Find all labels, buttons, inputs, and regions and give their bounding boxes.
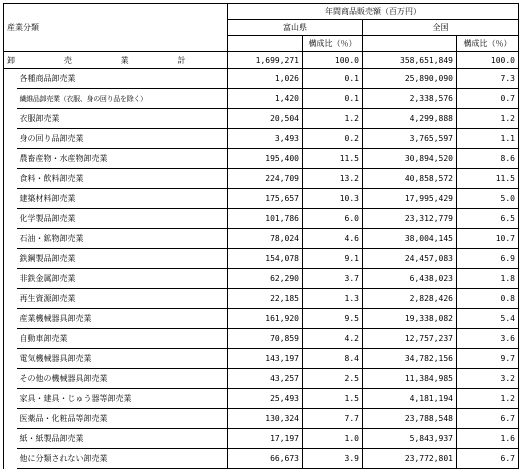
toyama-share-header: 構成比（％）	[303, 36, 363, 52]
toyama-value: 66,673	[228, 449, 303, 469]
japan-share: 6.5	[457, 209, 519, 229]
toyama-value: 161,920	[228, 309, 303, 329]
toyama-share: 1.5	[303, 389, 363, 409]
toyama-value: 17,197	[228, 429, 303, 449]
total-toyama-share: 100.0	[303, 52, 363, 69]
japan-share: 5.0	[457, 189, 519, 209]
table-row	[4, 209, 519, 229]
toyama-value: 70,859	[228, 329, 303, 349]
toyama-share: 1.0	[303, 429, 363, 449]
japan-value: 40,858,572	[363, 169, 457, 189]
indent-cell	[4, 129, 17, 149]
japan-value: 6,438,023	[363, 269, 457, 289]
toyama-share: 4.2	[303, 329, 363, 349]
category-label: 家具・建具・じゅう器等卸売業	[17, 389, 228, 409]
category-label: 自動車卸売業	[17, 329, 228, 349]
indent-cell	[4, 229, 17, 249]
japan-share-header: 構成比（％）	[457, 36, 519, 52]
indent-cell	[4, 69, 17, 89]
indent-cell	[4, 289, 17, 309]
table-row	[4, 429, 519, 449]
japan-share: 1.2	[457, 389, 519, 409]
japan-value: 30,894,520	[363, 149, 457, 169]
indent-cell	[4, 369, 17, 389]
category-label: 繊維品卸売業（衣服、身の回り品を除く）	[17, 89, 228, 109]
toyama-value: 154,078	[228, 249, 303, 269]
table-row	[4, 169, 519, 189]
toyama-share: 4.6	[303, 229, 363, 249]
toyama-share: 8.4	[303, 349, 363, 369]
japan-share: 9.7	[457, 349, 519, 369]
table-row	[4, 229, 519, 249]
japan-share: 10.7	[457, 229, 519, 249]
category-label: 建築材料卸売業	[17, 189, 228, 209]
japan-share: 0.7	[457, 89, 519, 109]
toyama-value: 1,026	[228, 69, 303, 89]
table-row	[4, 69, 519, 89]
japan-share: 8.6	[457, 149, 519, 169]
total-label: 卸 売 業 計	[4, 52, 228, 69]
total-japan-value: 358,651,849	[363, 52, 457, 69]
indent-cell	[4, 169, 17, 189]
toyama-value: 22,185	[228, 289, 303, 309]
sales-amount-header: 年間商品販売額（百万円）	[228, 4, 519, 20]
japan-share: 6.7	[457, 449, 519, 469]
toyama-share: 3.9	[303, 449, 363, 469]
indent-cell	[4, 329, 17, 349]
header-blank-cell	[4, 4, 228, 20]
header-blank-cell	[4, 36, 228, 52]
toyama-share: 6.0	[303, 209, 363, 229]
category-label: 再生資源卸売業	[17, 289, 228, 309]
toyama-share: 1.2	[303, 109, 363, 129]
japan-value: 34,782,156	[363, 349, 457, 369]
category-label: 産業機械器具卸売業	[17, 309, 228, 329]
table-row	[4, 389, 519, 409]
japan-value: 5,843,937	[363, 429, 457, 449]
total-toyama-value: 1,699,271	[228, 52, 303, 69]
table-body	[4, 4, 519, 469]
region-toyama-header: 富山県	[228, 20, 363, 36]
japan-value: 23,312,779	[363, 209, 457, 229]
table-row	[4, 129, 519, 149]
category-label: 各種商品卸売業	[17, 69, 228, 89]
toyama-value: 62,290	[228, 269, 303, 289]
header-row-2	[4, 20, 519, 36]
indent-cell	[4, 189, 17, 209]
indent-cell	[4, 389, 17, 409]
category-label: 電気機械器具卸売業	[17, 349, 228, 369]
japan-share: 1.8	[457, 269, 519, 289]
japan-value: 2,338,576	[363, 89, 457, 109]
japan-value: 2,828,426	[363, 289, 457, 309]
category-label: 非鉄金属卸売業	[17, 269, 228, 289]
table-row	[4, 109, 519, 129]
category-label: 農畜産物・水産物卸売業	[17, 149, 228, 169]
japan-value: 17,995,429	[363, 189, 457, 209]
category-label: 他に分類されない卸売業	[17, 449, 228, 469]
table-row	[4, 189, 519, 209]
japan-value: 4,181,194	[363, 389, 457, 409]
japan-share: 11.5	[457, 169, 519, 189]
japan-share: 1.1	[457, 129, 519, 149]
table-row	[4, 329, 519, 349]
japan-share: 3.6	[457, 329, 519, 349]
toyama-share: 9.1	[303, 249, 363, 269]
indent-cell	[4, 249, 17, 269]
indent-cell	[4, 89, 17, 109]
toyama-value-subheader	[228, 36, 303, 52]
toyama-value: 175,657	[228, 189, 303, 209]
toyama-value: 43,257	[228, 369, 303, 389]
japan-share: 6.7	[457, 409, 519, 429]
toyama-value: 195,400	[228, 149, 303, 169]
japan-value: 12,757,237	[363, 329, 457, 349]
toyama-share: 13.2	[303, 169, 363, 189]
total-japan-share: 100.0	[457, 52, 519, 69]
wholesale-sales-table	[3, 3, 519, 469]
table-row	[4, 289, 519, 309]
category-label: 医薬品・化粧品等卸売業	[17, 409, 228, 429]
toyama-value: 1,420	[228, 89, 303, 109]
toyama-value: 78,024	[228, 229, 303, 249]
toyama-share: 11.5	[303, 149, 363, 169]
japan-value: 23,788,548	[363, 409, 457, 429]
category-label: 紙・紙製品卸売業	[17, 429, 228, 449]
region-japan-header: 全国	[363, 20, 519, 36]
table-row	[4, 449, 519, 469]
toyama-share: 2.5	[303, 369, 363, 389]
japan-share: 3.2	[457, 369, 519, 389]
japan-share: 0.8	[457, 289, 519, 309]
table-row	[4, 249, 519, 269]
toyama-value: 224,709	[228, 169, 303, 189]
category-label: 鉄鋼製品卸売業	[17, 249, 228, 269]
japan-value: 3,765,597	[363, 129, 457, 149]
table-row	[4, 89, 519, 109]
table-row	[4, 369, 519, 389]
indent-cell	[4, 309, 17, 329]
toyama-value: 25,493	[228, 389, 303, 409]
japan-value-subheader	[363, 36, 457, 52]
table-row	[4, 349, 519, 369]
category-label: 身の回り品卸売業	[17, 129, 228, 149]
toyama-value: 3,493	[228, 129, 303, 149]
indent-cell	[4, 209, 17, 229]
header-row-3	[4, 36, 519, 52]
toyama-share: 0.1	[303, 89, 363, 109]
japan-share: 7.3	[457, 69, 519, 89]
japan-value: 4,299,888	[363, 109, 457, 129]
category-header: 産業分類	[4, 20, 228, 36]
japan-value: 19,338,082	[363, 309, 457, 329]
category-label: その他の機械器具卸売業	[17, 369, 228, 389]
table-row	[4, 309, 519, 329]
indent-cell	[4, 409, 17, 429]
category-label: 化学製品卸売業	[17, 209, 228, 229]
japan-value: 23,772,801	[363, 449, 457, 469]
table-row	[4, 149, 519, 169]
indent-cell	[4, 349, 17, 369]
category-label: 食料・飲料卸売業	[17, 169, 228, 189]
category-label: 衣服卸売業	[17, 109, 228, 129]
indent-cell	[4, 109, 17, 129]
category-label: 石油・鉱物卸売業	[17, 229, 228, 249]
japan-share: 1.6	[457, 429, 519, 449]
toyama-share: 7.7	[303, 409, 363, 429]
indent-cell	[4, 149, 17, 169]
total-row	[4, 52, 519, 69]
japan-value: 24,457,083	[363, 249, 457, 269]
indent-cell	[4, 429, 17, 449]
indent-cell	[4, 269, 17, 289]
japan-share: 1.2	[457, 109, 519, 129]
japan-share: 6.9	[457, 249, 519, 269]
table-row	[4, 409, 519, 429]
toyama-value: 130,324	[228, 409, 303, 429]
japan-value: 38,004,145	[363, 229, 457, 249]
table-row	[4, 269, 519, 289]
header-row-1	[4, 4, 519, 20]
toyama-share: 1.3	[303, 289, 363, 309]
toyama-value: 20,504	[228, 109, 303, 129]
toyama-share: 3.7	[303, 269, 363, 289]
japan-value: 11,384,985	[363, 369, 457, 389]
toyama-value: 143,197	[228, 349, 303, 369]
toyama-value: 101,786	[228, 209, 303, 229]
toyama-share: 0.2	[303, 129, 363, 149]
indent-cell	[4, 449, 17, 469]
toyama-share: 9.5	[303, 309, 363, 329]
japan-share: 5.4	[457, 309, 519, 329]
toyama-share: 10.3	[303, 189, 363, 209]
japan-value: 25,890,090	[363, 69, 457, 89]
toyama-share: 0.1	[303, 69, 363, 89]
